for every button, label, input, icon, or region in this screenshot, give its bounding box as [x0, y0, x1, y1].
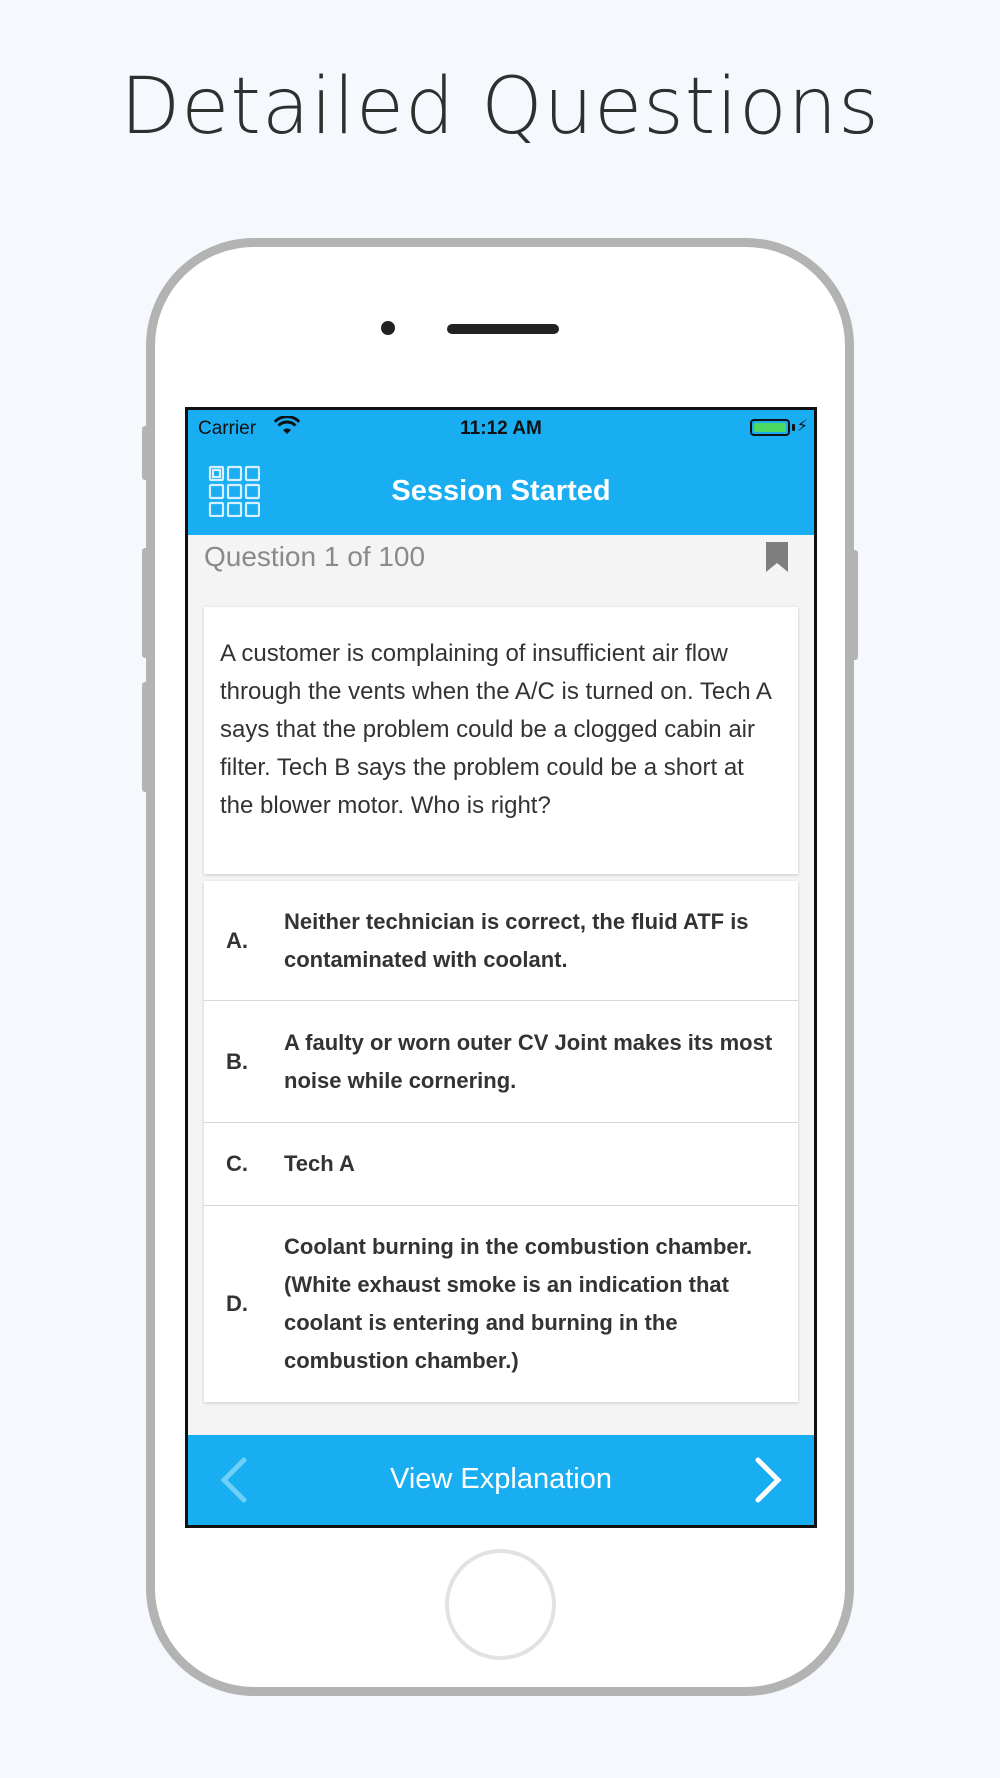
question-header — [188, 535, 814, 607]
bookmark-icon[interactable] — [764, 540, 790, 579]
answer-list — [204, 881, 798, 1402]
question-text: A customer is complaining of insufficient air flow through the vents when the A/C is turned on. Tech A says that the problem could be a clogged cabin air filter. Tech B says the problem could be a short at the blower motor. Who is right? — [204, 607, 798, 874]
bottom-toolbar — [188, 1435, 814, 1525]
battery-tip — [792, 424, 795, 431]
answer-option-b[interactable] — [204, 1001, 798, 1123]
answer-letter: B. — [226, 1048, 248, 1074]
nav-title: Session Started — [391, 475, 611, 507]
answer-text: Neither technician is correct, the fluid ATF is contaminated with coolant. — [284, 908, 749, 972]
earpiece-speaker — [447, 324, 559, 334]
answer-text: Tech A — [284, 1151, 355, 1176]
status-bar — [188, 410, 814, 446]
navigation-bar — [188, 410, 814, 535]
battery-icon — [750, 419, 790, 436]
answer-text: Coolant burning in the combustion chamber. (White exhaust smoke is an indication that coolant is entering and burning in the combustion chamber.) — [284, 1234, 753, 1373]
question-counter: Question 1 of 100 — [204, 541, 426, 572]
answer-letter: D. — [226, 1291, 248, 1316]
answer-option-d[interactable] — [204, 1206, 798, 1402]
page-headline: Detailed Questions — [120, 62, 880, 152]
answer-option-a[interactable] — [204, 881, 798, 1001]
answer-letter: A. — [226, 927, 248, 953]
answer-letter: C. — [226, 1151, 248, 1176]
carrier-label: Carrier — [198, 418, 257, 439]
app-screen — [185, 407, 817, 1528]
status-time: 11:12 AM — [460, 418, 542, 439]
front-camera — [381, 321, 395, 335]
answer-option-c[interactable] — [204, 1123, 798, 1206]
home-button[interactable] — [445, 1549, 556, 1660]
view-explanation-button[interactable]: View Explanation — [390, 1463, 612, 1495]
charging-icon: ⚡ — [796, 418, 808, 435]
chevron-right-icon[interactable] — [754, 1457, 784, 1508]
answer-text: A faulty or worn outer CV Joint makes its most noise while cornering. — [284, 1029, 773, 1093]
